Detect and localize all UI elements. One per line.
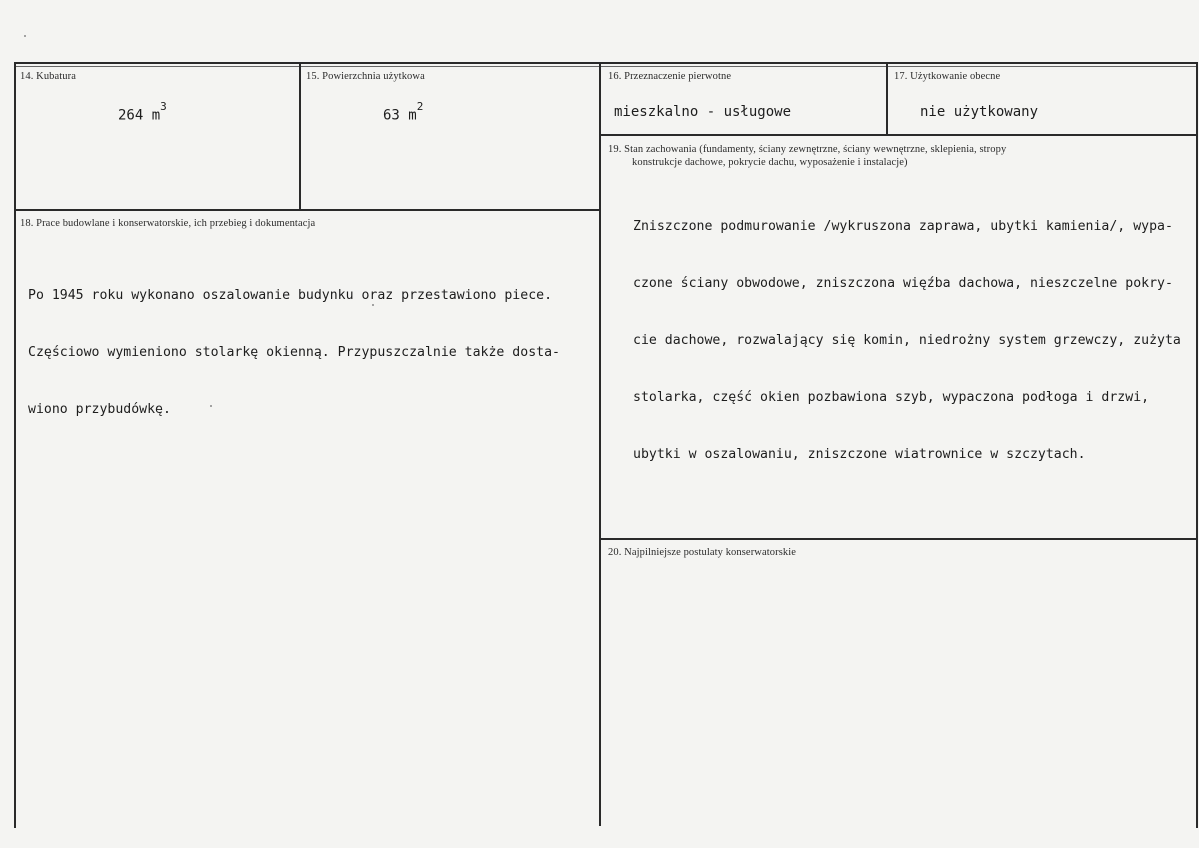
field-19-line: cie dachowe, rozwalający się komin, niedrożny system grzewczy, zużyta — [633, 333, 1181, 348]
rule-v-left — [14, 62, 16, 828]
rule-left-mid — [14, 209, 600, 211]
field-19-line: stolarka, część okien pozbawiona szyb, wypaczona podłoga i drzwi, — [633, 390, 1150, 405]
field-18-line: wiono przybudówkę. — [28, 402, 171, 417]
field-16-label: 16. Przeznaczenie pierwotne — [608, 71, 732, 82]
field-20-label: 20. Najpilniejsze postulaty konserwatorskie — [608, 547, 797, 558]
field-19-line: czone ściany obwodowe, zniszczona więźba dachowa, nieszczelne pokry- — [633, 276, 1173, 291]
rule-top-inner — [14, 66, 1197, 67]
field-17-label: 17. Użytkowanie obecne — [894, 71, 1001, 82]
field-14-exponent: 3 — [160, 100, 167, 113]
rule-v-16-17 — [886, 62, 888, 135]
paper-speck — [24, 35, 26, 37]
field-15-number: 63 m — [383, 107, 417, 124]
field-17-value: nie użytkowany — [920, 104, 1039, 120]
field-18-text — [28, 248, 560, 457]
field-15-label: 15. Powierzchnia użytkowa — [306, 71, 425, 82]
field-14-number: 264 m — [118, 107, 161, 124]
rule-top — [14, 62, 1197, 64]
field-19-label-line1: 19. Stan zachowania (fundamenty, ściany zewnętrzne, ściany wewnętrzne, sklepienia, stropy — [608, 144, 1007, 155]
field-16-value: mieszkalno - usługowe — [614, 104, 792, 120]
field-18-line: Po 1945 roku wykonano oszalowanie budynku oraz przestawiono piece. — [28, 288, 553, 303]
rule-right-upper — [600, 134, 1197, 136]
field-19-text — [633, 179, 1181, 502]
field-19-line: ubytki w oszalowaniu, zniszczone wiatrownice w szczytach. — [633, 447, 1086, 462]
rule-right-mid — [600, 538, 1197, 540]
field-18-line: Częściowo wymieniono stolarkę okienną. Przypuszczalnie także dosta- — [28, 345, 560, 360]
rule-v-right — [1196, 62, 1198, 828]
rule-v-14-15 — [299, 62, 301, 210]
field-14-label: 14. Kubatura — [20, 71, 77, 82]
field-19-line: Zniszczone podmurowanie /wykruszona zaprawa, ubytki kamienia/, wypa- — [633, 219, 1173, 234]
field-15-value — [383, 100, 424, 124]
field-15-exponent: 2 — [416, 100, 424, 113]
field-19-label-line2: konstrukcje dachowe, pokrycie dachu, wyposażenie i instalacje) — [632, 157, 908, 168]
field-18-label: 18. Prace budowlane i konserwatorskie, ich przebieg i dokumentacja — [20, 218, 316, 229]
rule-v-center — [599, 62, 601, 826]
field-14-value — [118, 100, 167, 124]
